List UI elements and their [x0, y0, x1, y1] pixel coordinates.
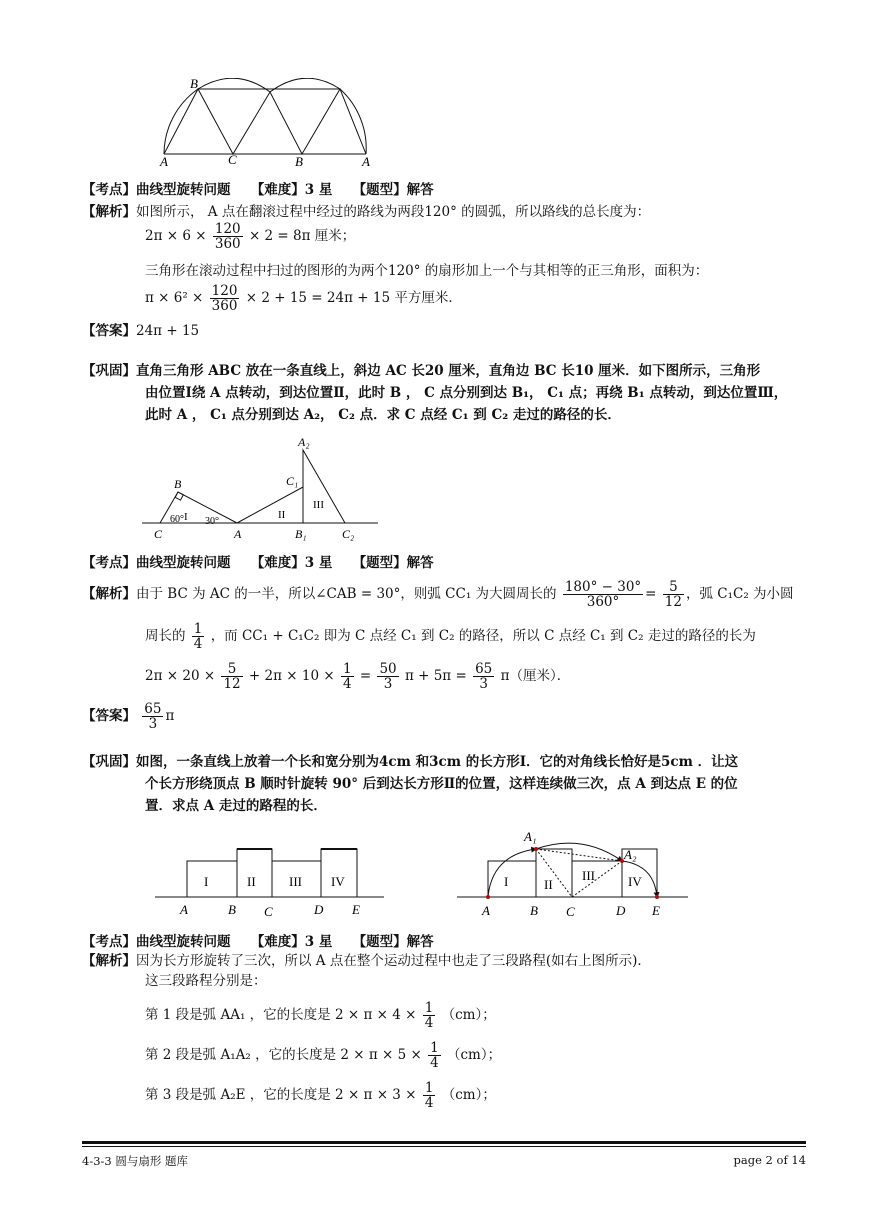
p3-seg3-post: （cm）；	[441, 1087, 496, 1103]
pt-A-right: A	[482, 903, 490, 918]
pt-D-right: D	[616, 903, 626, 918]
p2-eq-frac2	[341, 662, 354, 691]
rect-label-I: I	[204, 874, 209, 889]
p3-analysis-2: 这三段路程分别是：	[145, 973, 267, 989]
p2-analysis-frac-2	[663, 580, 684, 609]
p2-eq-n1: 5	[221, 662, 242, 677]
p3-seg1-frac	[423, 1001, 436, 1030]
p2-answer-num: 65	[144, 701, 162, 717]
p3-question-text-1: 如图，一条直线上放着一个长和宽分别为4cm 和3cm 的长方形Ⅰ．它的对角线长恰好是5cm ．让这	[136, 754, 739, 770]
p2-eq-a: 2π × 20 ×	[145, 668, 216, 684]
p2-question-tag: 【巩固】	[82, 363, 136, 379]
pt-B-right: B	[530, 903, 538, 918]
p1-answer-tag: 【答案】	[82, 323, 136, 339]
rect-label-II-right: II	[544, 877, 553, 892]
p3-seg2-den: 4	[430, 1055, 439, 1071]
p1-eq1-post: × 2 = 8π 厘米；	[248, 228, 356, 244]
p2-eq-d4: 3	[479, 676, 488, 692]
p3-analysis-text-1: 因为长方形旋转了三次，所以 A 点在整个运动过程中也走了三段路程(如右上图所示)．	[136, 953, 651, 969]
rect-label-IV-right: IV	[628, 874, 642, 889]
label-C2: C₂	[342, 527, 355, 541]
p3-seg1-num: 1	[424, 1000, 434, 1016]
p2-meta: 【考点】曲线型旋转问题 【难度】3 星 【题型】解答	[82, 555, 434, 571]
p1-eq2-num: 120	[211, 283, 238, 299]
label-C-bottom: C	[154, 527, 163, 541]
label-III: III	[313, 499, 324, 511]
label-C: C	[228, 152, 237, 167]
rect-label-IV: IV	[331, 874, 345, 889]
p2-question-2: 由位置Ⅰ绕 A 点转动，到达位置Ⅱ，此时 B ， C 点分别到达 B₁， C₁ 点；再绕 B₁ 点转动，到达位置Ⅲ，	[145, 385, 788, 401]
p1-answer-value: 24π + 15	[136, 323, 200, 339]
p2-analysis-frac-1	[563, 580, 643, 609]
p3-question-tag: 【巩固】	[82, 754, 136, 770]
p3-seg1-den: 4	[424, 1015, 434, 1031]
figure-rectangles-right	[452, 825, 697, 920]
p2-answer	[82, 702, 174, 731]
p2-frac2-num: 5	[663, 580, 684, 595]
p2-eq-frac4	[473, 662, 494, 691]
pt-C-left: C	[264, 904, 273, 919]
p3-seg2-pre: 第 2 段是弧 A₁A₂ ，它的长度是 2 × π × 5 ×	[145, 1047, 422, 1063]
p2-question-1	[82, 362, 760, 380]
pt-D-left: D	[314, 902, 324, 917]
footer-right: page 2 of 14	[733, 1153, 806, 1167]
arc-top-1	[198, 78, 270, 92]
p3-segment-1	[145, 1001, 496, 1030]
p2-analysis-1-post: ，弧 C₁C₂ 为小圆	[685, 586, 794, 602]
label-B-top: B	[190, 78, 198, 91]
p1-eq1-den: 360	[214, 236, 241, 252]
footer-left: 4-3-3 圆与扇形 题库	[82, 1154, 189, 1168]
p2-analysis-1-pre: 由于 BC 为 AC 的一半，所以∠CAB = 30°，则弧 CC₁ 为大圆周长的	[136, 586, 557, 602]
p2-frac3-den: 4	[193, 636, 203, 652]
p1-analysis-text-1: 如图所示， A 点在翻滚过程中经过的路线为两段120° 的圆弧，所以路线的总长度为：	[136, 204, 651, 220]
label-A-left: A	[160, 154, 168, 168]
pt-A2: A₂	[624, 847, 637, 862]
p3-seg3-pre: 第 3 段是弧 A₂E ，它的长度是 2 × π × 3 ×	[145, 1087, 417, 1103]
rect-label-I-right: I	[504, 874, 509, 889]
p2-answer-frac	[142, 702, 163, 731]
p3-seg2-num: 1	[430, 1040, 439, 1056]
rect-label-III: III	[289, 874, 302, 889]
p1-eq2-post: × 2 + 15 = 24π + 15 平方厘米．	[245, 290, 462, 306]
p2-eq-c: =	[359, 668, 372, 684]
p2-question-3: 此时 A ， C₁ 点分别到达 A₂， C₂ 点．求 C 点经 C₁ 到 C₂ 走过的路径的长．	[145, 407, 621, 423]
label-A-right: A	[362, 154, 370, 168]
p2-analysis-1	[82, 580, 794, 609]
p2-frac1-den: 360°	[586, 594, 620, 610]
p2-analysis-2-pre: 周长的	[145, 628, 186, 644]
figure-rolling-triangle	[150, 78, 390, 168]
pt-E-right: E	[652, 903, 660, 918]
p2-analysis-1-eq: =	[645, 586, 657, 602]
p2-eq-d2: 4	[342, 676, 352, 692]
p2-analysis-2-post: ，而 CC₁ + C₁C₂ 即为 C 点经 C₁ 到 C₂ 的路径，所以 C 点经 C₁ 到 C₂ 走过的路径的长为	[210, 628, 756, 644]
arc-top-2	[270, 78, 340, 92]
pt-E-left: E	[352, 902, 360, 917]
rect-label-III-right: III	[582, 868, 595, 883]
p2-answer-tag: 【答案】	[82, 708, 136, 724]
p1-eq1-num: 120	[214, 221, 241, 237]
p1-eq1-pre: 2π × 6 ×	[145, 228, 207, 244]
label-60: 60°	[170, 514, 184, 525]
p2-eq-n4: 65	[475, 661, 493, 677]
label-C1: C₁	[286, 474, 299, 488]
p3-segment-3	[145, 1081, 496, 1110]
pt-A-left: A	[180, 902, 188, 917]
p3-analysis-tag: 【解析】	[82, 953, 136, 969]
p1-eq2-frac	[210, 284, 240, 313]
p1-eq1	[145, 222, 355, 251]
p3-seg2-post: （cm）；	[447, 1047, 502, 1063]
p2-frac1-num: 180° − 30°	[564, 579, 642, 595]
p1-meta: 【考点】曲线型旋转问题 【难度】3 星 【题型】解答	[82, 182, 434, 198]
p2-eq-e: π（厘米）．	[500, 668, 571, 684]
p2-eq-d: π + 5π =	[404, 668, 467, 684]
p2-answer-den: 3	[148, 716, 158, 732]
pt-C-right: C	[566, 904, 575, 919]
p2-analysis-2	[145, 622, 756, 651]
p3-analysis-1	[82, 952, 651, 970]
footer-rule-thin	[82, 1146, 806, 1147]
p3-seg3-frac	[423, 1081, 436, 1110]
p2-analysis-frac-3	[192, 622, 205, 651]
label-30: 30°	[205, 516, 219, 527]
p1-eq2	[145, 284, 462, 313]
label-B-small: B	[174, 477, 182, 491]
p2-frac2-den: 12	[664, 594, 682, 610]
p1-analysis-tag: 【解析】	[82, 204, 136, 220]
p1-eq2-pre: π × 6² ×	[145, 290, 204, 306]
rect-label-II: II	[247, 874, 256, 889]
label-A2: A₂	[298, 435, 310, 449]
p3-seg3-den: 4	[424, 1095, 434, 1111]
p2-eq-frac3	[377, 662, 398, 691]
label-II: II	[278, 509, 286, 521]
label-B1: B₁	[295, 527, 307, 541]
p3-question-3: 置．求点 A 走过的路程的长．	[145, 798, 327, 814]
p2-eq-n2: 1	[342, 661, 352, 677]
p2-equation	[145, 662, 570, 691]
p3-seg2-frac	[428, 1041, 441, 1070]
p3-meta: 【考点】曲线型旋转问题 【难度】3 星 【题型】解答	[82, 934, 434, 950]
pt-A1: A₁	[524, 829, 537, 844]
p3-seg1-pre: 第 1 段是弧 AA₁ ，它的长度是 2 × π × 4 ×	[145, 1007, 417, 1023]
p3-question-2: 个长方形绕顶点 B 顺时针旋转 90° 后到达长方形Ⅱ的位置，这样连续做三次，点 A 到达点 E 的位	[145, 776, 738, 792]
p1-analysis-2: 三角形在滚动过程中扫过的图形的为两个120° 的扇形加上一个与其相等的正三角形，面积为：	[145, 263, 709, 279]
label-B: B	[295, 154, 303, 168]
p2-analysis-tag: 【解析】	[82, 586, 136, 602]
p3-segment-2	[145, 1041, 501, 1070]
label-I: I	[184, 511, 188, 523]
footer	[82, 1153, 806, 1169]
p1-answer	[82, 322, 199, 340]
p1-eq1-frac	[213, 222, 243, 251]
p2-question-text-1: 直角三角形 ABC 放在一条直线上，斜边 AC 长20 厘米，直角边 BC 长10 厘米．如下图所示，三角形	[136, 363, 761, 379]
p2-eq-d1: 12	[223, 676, 241, 692]
p2-eq-d3: 3	[383, 676, 393, 692]
p3-seg3-num: 1	[424, 1080, 434, 1096]
p1-analysis-1	[82, 203, 650, 221]
figure-right-triangles	[140, 430, 385, 545]
label-A-bottom: A	[234, 527, 242, 541]
p1-eq2-den: 360	[211, 298, 238, 314]
p3-question-1	[82, 753, 738, 771]
p3-seg1-post: （cm）；	[441, 1007, 496, 1023]
p2-frac3-num: 1	[193, 621, 203, 637]
p2-eq-frac1	[221, 662, 242, 691]
footer-rule-thick	[82, 1141, 806, 1144]
pt-B-left: B	[228, 902, 236, 917]
figure-rectangles-left	[150, 840, 390, 920]
p2-answer-post: π	[165, 708, 175, 724]
p2-eq-n3: 50	[379, 661, 397, 677]
p2-eq-b: + 2π × 10 ×	[248, 668, 335, 684]
